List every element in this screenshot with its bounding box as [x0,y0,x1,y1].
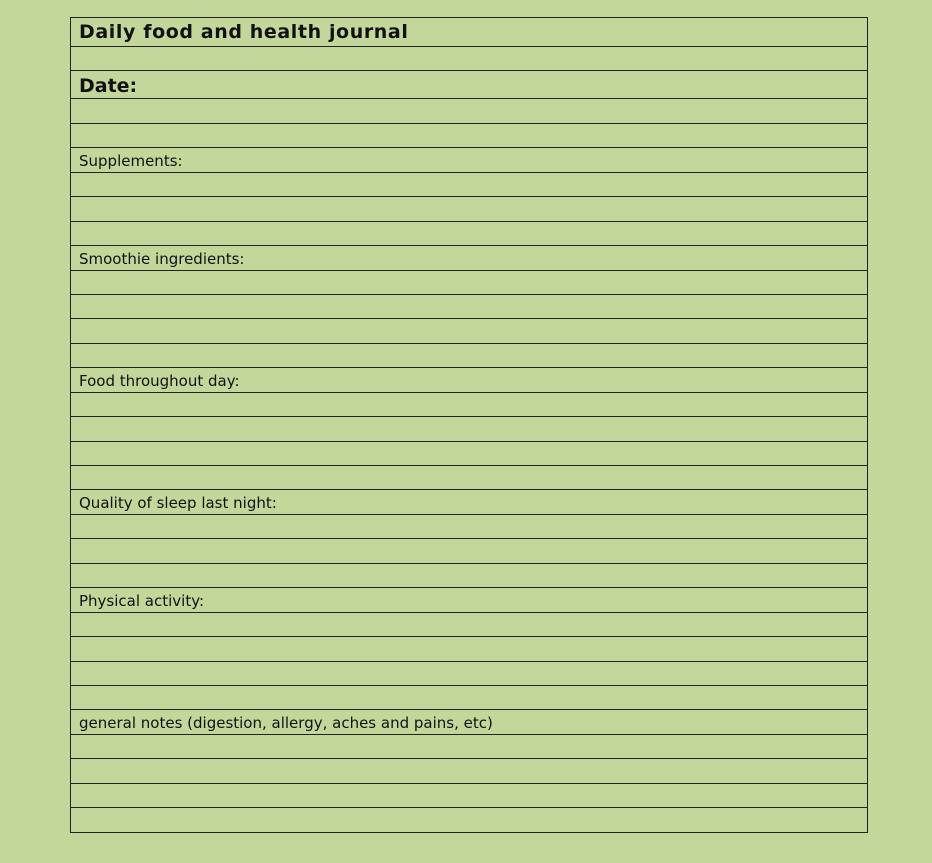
journal-table [70,17,868,833]
smoothie-entry-row[interactable] [71,294,867,318]
supplements-entry-row[interactable] [71,221,867,245]
blank-row[interactable] [71,46,867,70]
food-entry-row[interactable] [71,441,867,465]
notes-entry-row[interactable] [71,783,867,807]
smoothie-ingredients-label: Smoothie ingredients: [71,245,867,269]
supplements-entry-row[interactable] [71,172,867,196]
notes-entry-row[interactable] [71,807,867,831]
physical-activity-label: Physical activity: [71,587,867,611]
date-label[interactable]: Date: [71,70,867,98]
activity-entry-row[interactable] [71,661,867,685]
smoothie-entry-row[interactable] [71,318,867,342]
food-entry-row[interactable] [71,416,867,440]
supplements-label: Supplements: [71,147,867,171]
general-notes-label: general notes (digestion, allergy, aches and pains, etc) [71,709,867,733]
food-entry-row[interactable] [71,465,867,489]
activity-entry-row[interactable] [71,612,867,636]
smoothie-entry-row[interactable] [71,343,867,367]
sleep-entry-row[interactable] [71,514,867,538]
smoothie-entry-row[interactable] [71,270,867,294]
blank-row[interactable] [71,98,867,122]
sleep-entry-row[interactable] [71,563,867,587]
notes-entry-row[interactable] [71,734,867,758]
journal-title: Daily food and health journal [79,21,409,43]
food-entry-row[interactable] [71,392,867,416]
sleep-entry-row[interactable] [71,538,867,562]
supplements-entry-row[interactable] [71,196,867,220]
activity-entry-row[interactable] [71,636,867,660]
activity-entry-row[interactable] [71,685,867,709]
blank-row[interactable] [71,123,867,147]
sleep-quality-label: Quality of sleep last night: [71,489,867,513]
notes-entry-row[interactable] [71,758,867,782]
food-label: Food throughout day: [71,367,867,391]
